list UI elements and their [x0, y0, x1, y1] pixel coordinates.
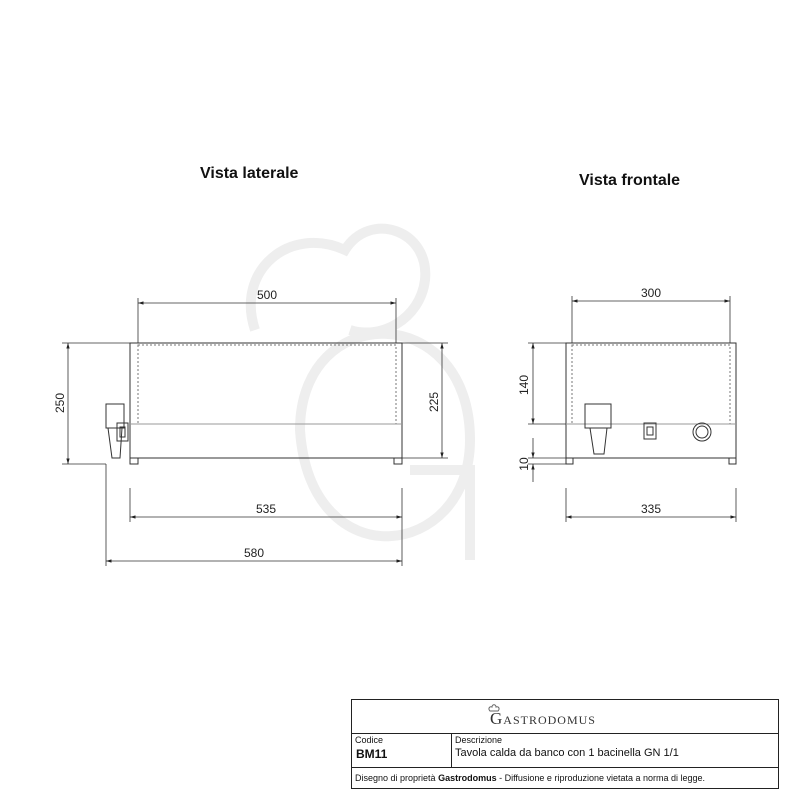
side-control-box: [106, 404, 124, 428]
copyright-prefix: Disegno di proprietà: [355, 773, 439, 783]
dim-front-overall-width: 335: [640, 502, 662, 516]
side-view-title: Vista laterale: [200, 165, 299, 182]
side-connector: [117, 423, 128, 441]
code-label: Codice: [355, 735, 384, 745]
front-view-title: Vista frontale: [579, 172, 681, 189]
description-value: Tavola calda da banco con 1 bacinella GN 1/1: [455, 747, 679, 759]
side-foot-right: [394, 458, 402, 464]
front-view: [566, 343, 736, 464]
title-block: [351, 699, 779, 789]
dim-side-overall-width: 580: [243, 546, 265, 560]
front-inner-tank: [572, 345, 730, 424]
side-inner-tank: [138, 345, 396, 424]
copyright-notice: [355, 773, 705, 783]
code-value: BM11: [356, 747, 388, 761]
side-view: [106, 343, 402, 464]
description-label: Descrizione: [455, 735, 503, 745]
copyright-brand: Gastrodomus: [438, 773, 497, 783]
front-foot-left: [566, 458, 573, 464]
front-foot-right: [729, 458, 736, 464]
brand-name: Gastrodomus: [490, 709, 596, 728]
dim-side-top-width: 500: [256, 288, 278, 302]
copyright-suffix: - Diffusione e riproduzione vietata a norma di legge.: [496, 773, 706, 783]
code-cell: [352, 734, 452, 767]
title-block-info-row: [352, 734, 778, 768]
title-block-logo-row: [352, 700, 778, 734]
front-switch: [644, 423, 656, 439]
description-cell: [452, 734, 778, 767]
side-foot-left: [130, 458, 138, 464]
front-dimensions: [528, 296, 736, 522]
dim-side-body-width: 535: [255, 502, 277, 516]
dim-side-inner-height: 225: [427, 391, 441, 413]
dim-front-upper-height: 140: [517, 374, 531, 396]
dim-front-foot-height: 10: [517, 457, 531, 471]
front-knob: [590, 428, 607, 454]
dim-side-height-total: 250: [53, 392, 67, 414]
title-block-footer-row: [352, 768, 778, 790]
dim-front-top-width: 300: [640, 286, 662, 300]
side-body: [130, 343, 402, 458]
